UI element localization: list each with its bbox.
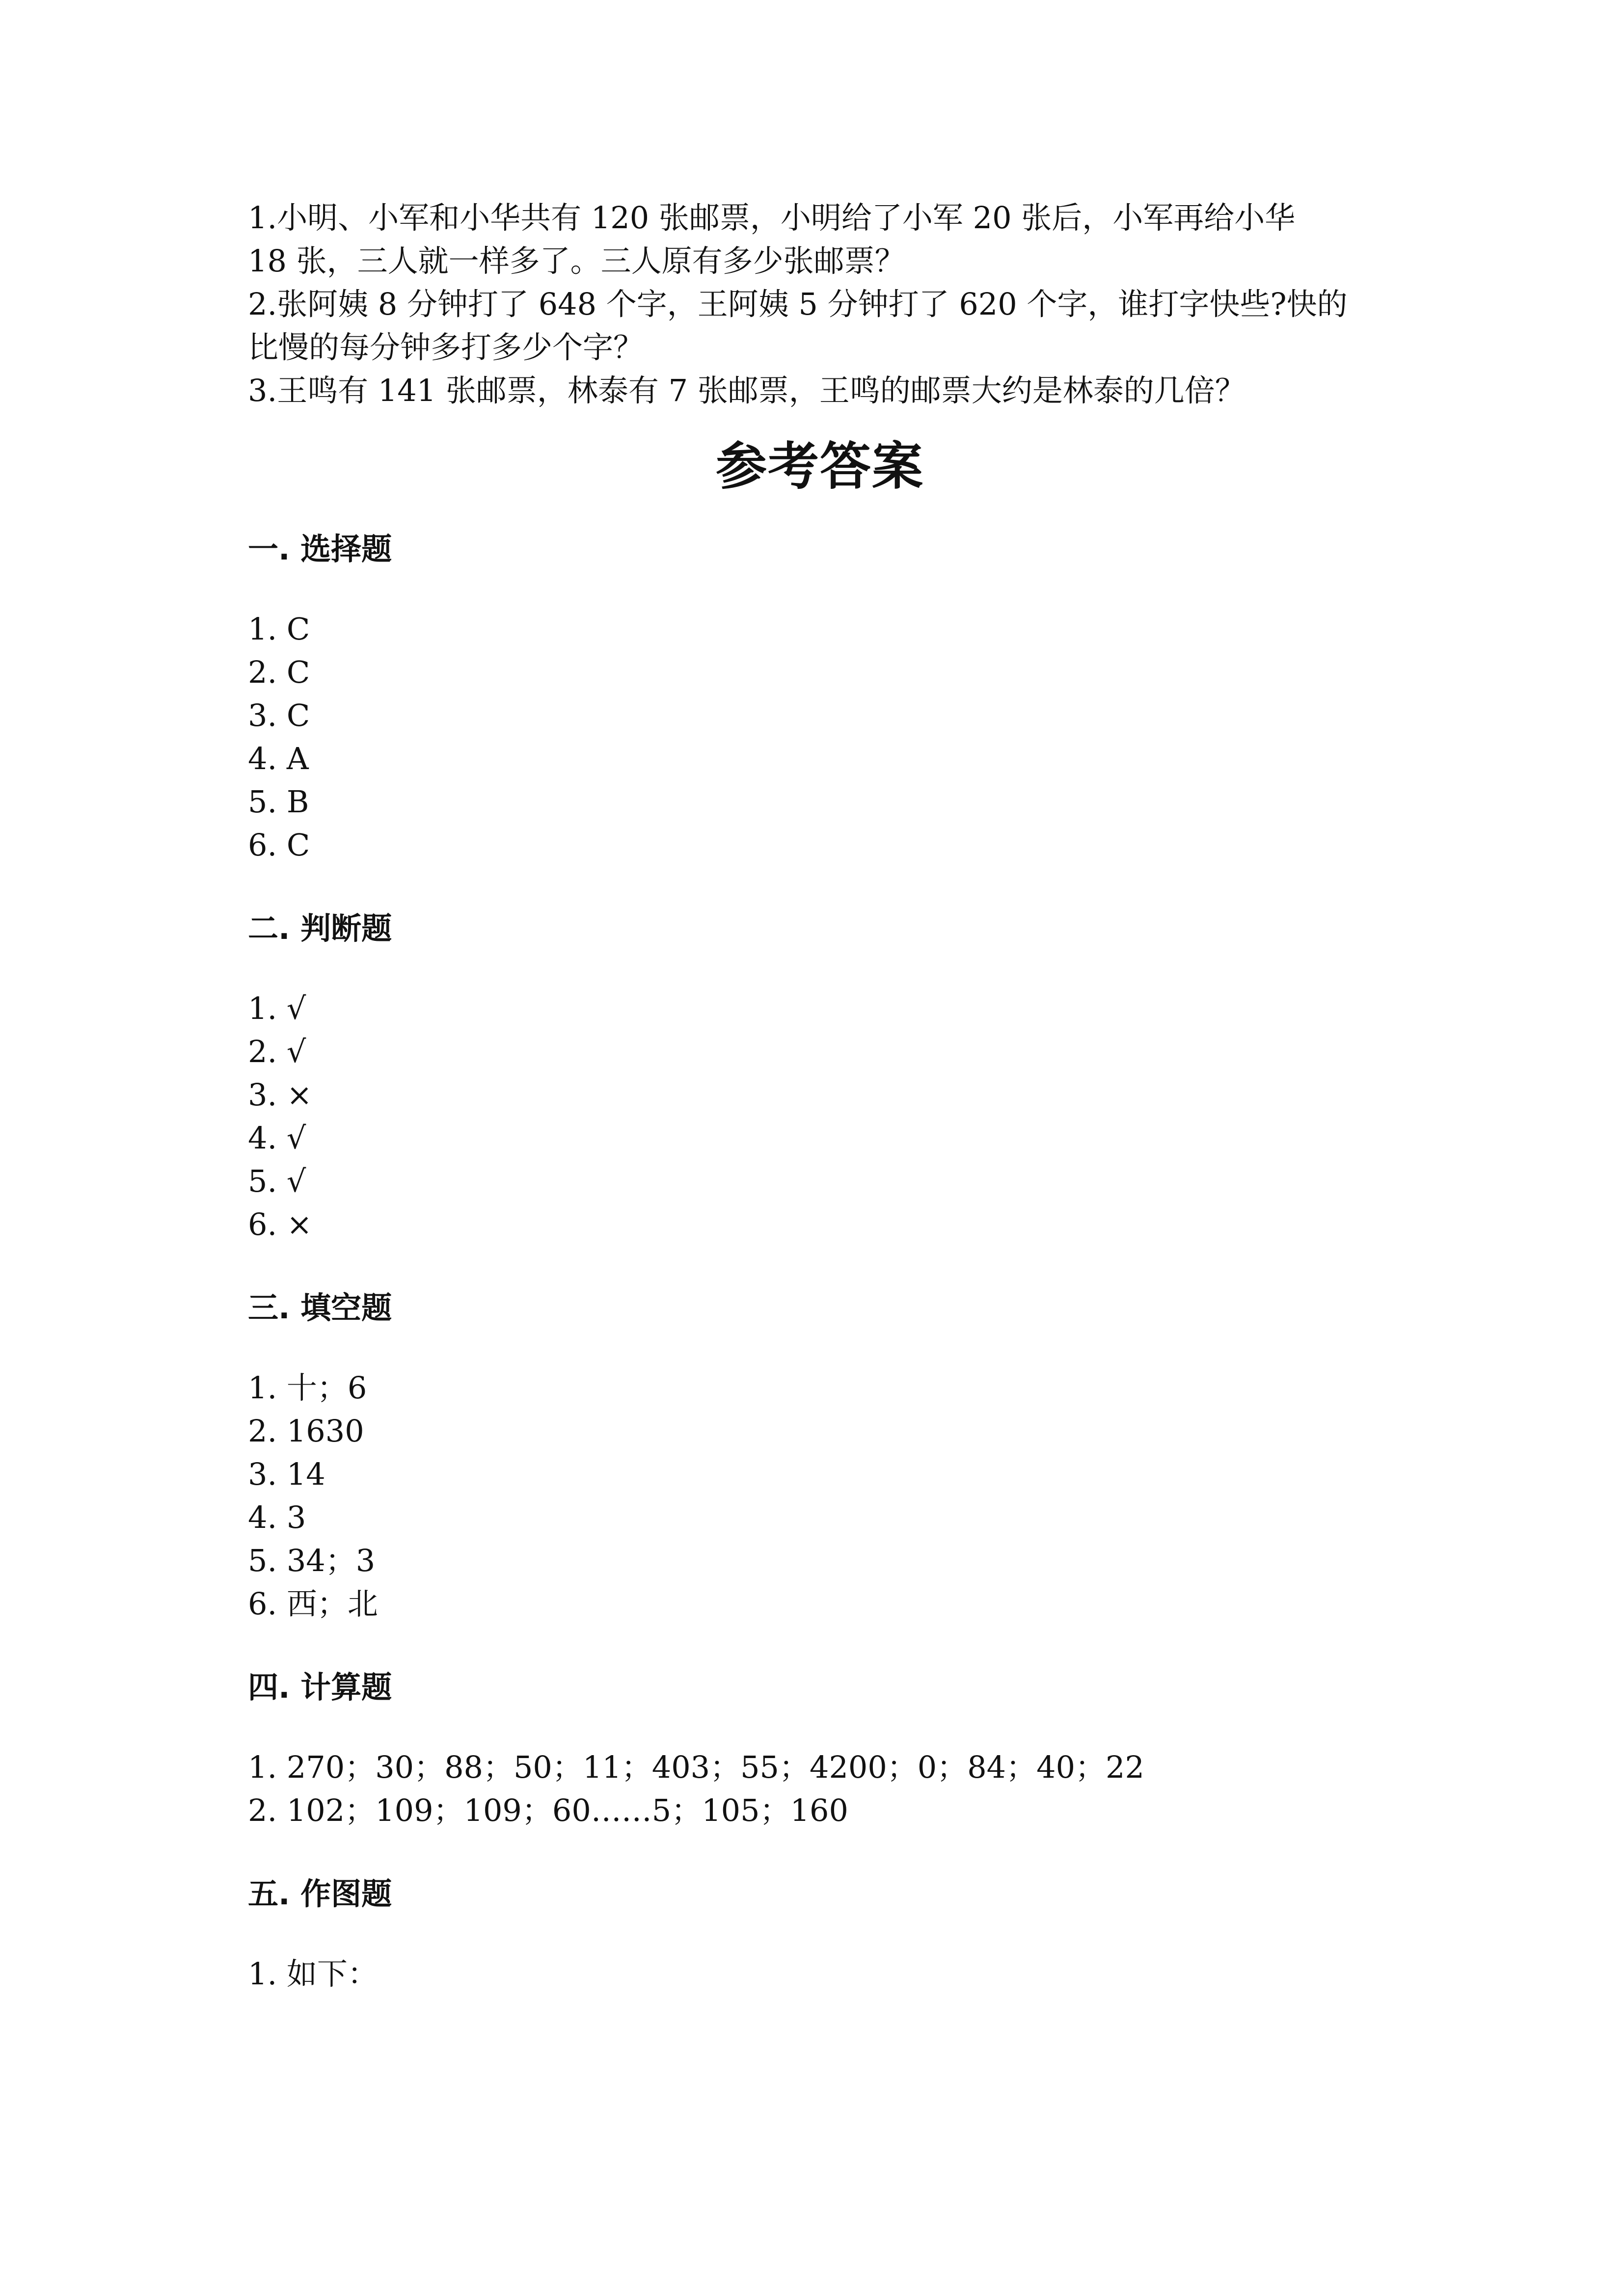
- answer-item: 4. 3: [248, 1499, 306, 1535]
- answer-item: 1. C: [248, 611, 310, 647]
- answer-item: 4. A: [248, 741, 309, 776]
- answer-list: [248, 1952, 1402, 1996]
- answer-item: 3. ×: [248, 1077, 312, 1113]
- answer-list: [248, 608, 1402, 867]
- section-true-false: [248, 907, 1402, 1246]
- section-drawing: [248, 1872, 1402, 1996]
- section-heading: 四. 计算题: [248, 1669, 392, 1705]
- answer-item: 2. C: [248, 654, 310, 690]
- answer-list: [248, 987, 1402, 1246]
- answer-item: 6. 西；北: [248, 1586, 378, 1622]
- section-heading: 二. 判断题: [248, 910, 392, 946]
- answer-item: 3. 14: [248, 1456, 325, 1492]
- problem-2-line-2: 比慢的每分钟多打多少个字？: [248, 329, 644, 365]
- answer-item: 3. C: [248, 697, 310, 733]
- answer-item: 6. ×: [248, 1206, 312, 1242]
- answer-title: 参考答案: [715, 436, 924, 496]
- section-multiple-choice: [248, 528, 1402, 867]
- document-content: [248, 196, 1402, 1996]
- answer-list: [248, 1746, 1402, 1832]
- answer-item: 4. √: [248, 1120, 306, 1156]
- problem-1-line-1: 1.小明、小军和小华共有 120 张邮票，小明给了小军 20 张后，小军再给小华: [248, 200, 1296, 236]
- problem-2-line-1: 2.张阿姨 8 分钟打了 648 个字，王阿姨 5 分钟打了 620 个字，谁打字快些?快的: [248, 286, 1348, 322]
- section-heading: 三. 填空题: [248, 1290, 392, 1326]
- answer-item: 1. √: [248, 990, 306, 1026]
- answer-item: 5. B: [248, 784, 309, 820]
- answer-item: 1. 十；6: [248, 1370, 367, 1406]
- answer-item: 1. 如下：: [248, 1956, 378, 1992]
- answer-item: 2. √: [248, 1034, 306, 1069]
- answer-item: 1. 270；30；88；50；11；403；55；4200；0；84；40；22: [248, 1749, 1144, 1785]
- section-calculation: [248, 1666, 1402, 1832]
- answer-item: 5. 34；3: [248, 1543, 376, 1578]
- answer-item: 2. 102；109；109；60……5；105；160: [248, 1792, 848, 1828]
- section-heading: 五. 作图题: [248, 1876, 392, 1912]
- section-fill-in-blank: [248, 1286, 1402, 1626]
- answer-list: [248, 1366, 1402, 1626]
- problem-3-line-1: 3.王鸣有 141 张邮票，林泰有 7 张邮票，王鸣的邮票大约是林泰的几倍？: [248, 373, 1245, 408]
- answer-item: 2. 1630: [248, 1413, 364, 1449]
- answer-item: 6. C: [248, 827, 310, 863]
- problem-1-line-2: 18 张，三人就一样多了。三人原有多少张邮票？: [248, 243, 905, 279]
- section-heading: 一. 选择题: [248, 531, 392, 567]
- answer-item: 5. √: [248, 1163, 306, 1199]
